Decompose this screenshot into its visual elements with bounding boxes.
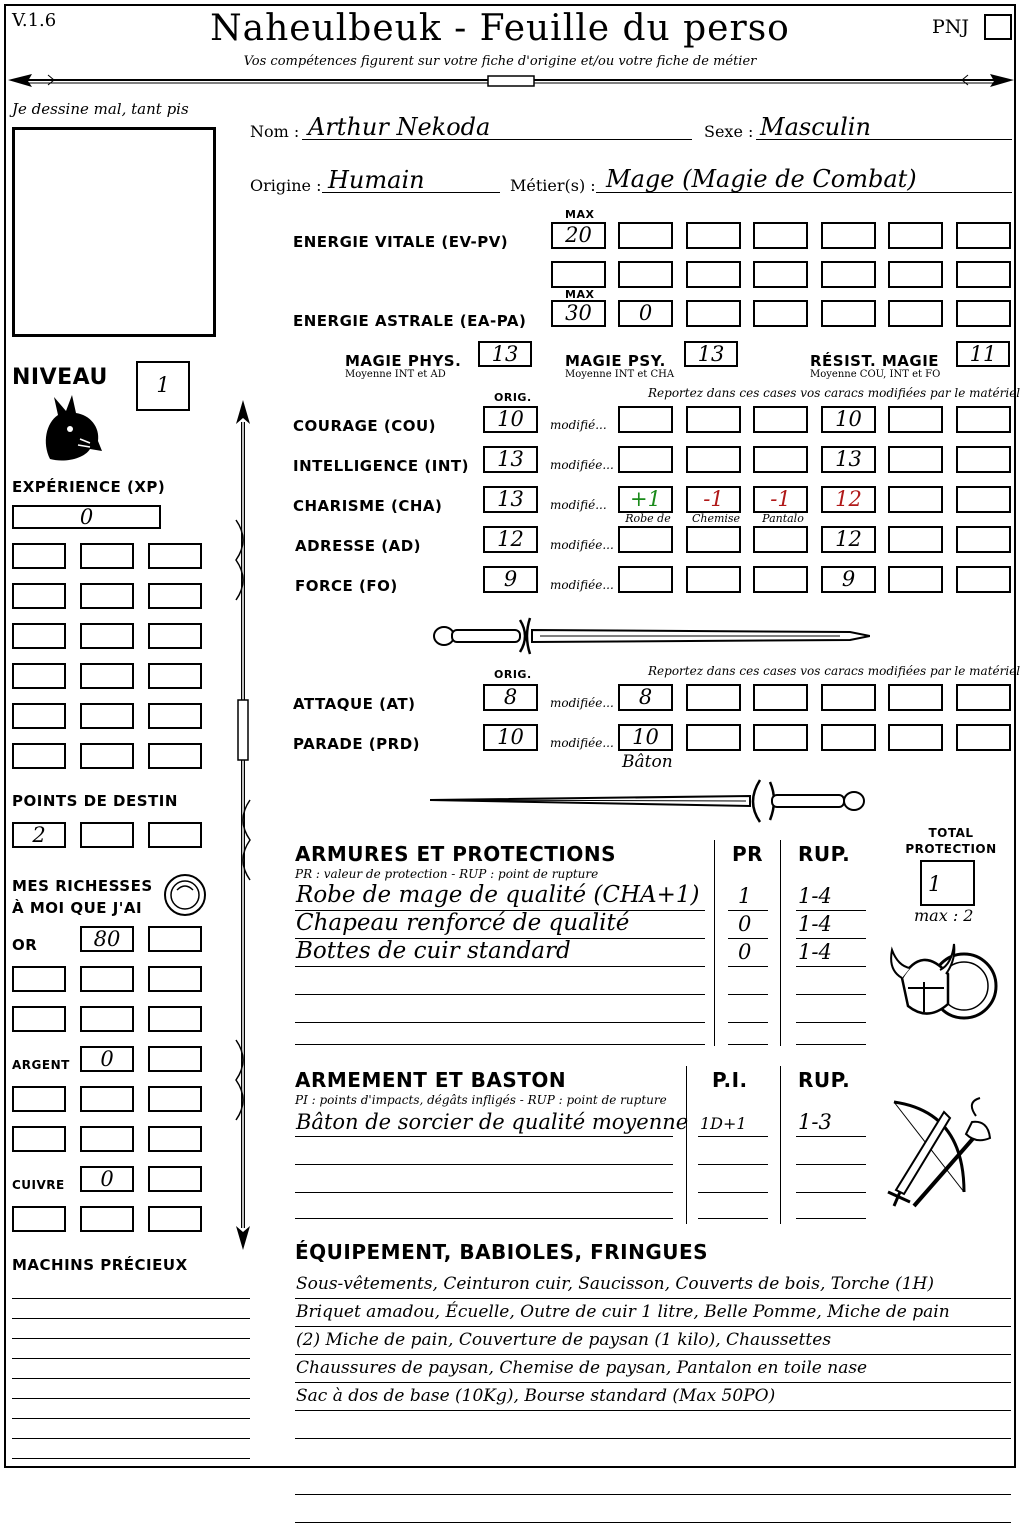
parade-mod-note: Bâton [622, 752, 673, 772]
armor-pr-line [728, 910, 768, 911]
total-protection-box[interactable]: 1 [920, 860, 975, 906]
equipment-item[interactable]: Sous-vêtements, Ceinturon cuir, Saucisson, Couverts de bois, Torche (1H) [296, 1274, 934, 1294]
force-mod-cell-6[interactable] [956, 566, 1011, 593]
ea-cell-1-value: 30 [565, 301, 592, 325]
wealth-cell-4-2[interactable] [80, 1046, 134, 1072]
ev-cell-1[interactable] [551, 222, 606, 249]
page-title: Naheulbeuk - Feuille du perso [210, 8, 790, 49]
equipment-line [295, 1354, 1011, 1355]
force-label: FORCE (FO) [295, 577, 398, 595]
parade-modifie-label: modifiée... [550, 736, 614, 750]
wealth-cell-2-2[interactable] [80, 966, 134, 992]
force-mod-cell-5[interactable] [888, 566, 943, 593]
weapons-pi-label: P.I. [712, 1068, 748, 1092]
ev-cell-6[interactable] [888, 222, 943, 249]
ea-cell-1[interactable] [551, 300, 606, 327]
weapon-pi-line [698, 1192, 768, 1193]
intelligence-mod-cell-5[interactable] [888, 446, 943, 473]
force-mod-cell-3[interactable] [753, 566, 808, 593]
courage-mod-cell-2[interactable] [686, 406, 741, 433]
resist-magie-sub: Moyenne COU, INT et FO [810, 369, 941, 380]
precious-line[interactable] [12, 1438, 250, 1439]
parade-orig-box[interactable] [483, 724, 538, 751]
wealth-cell-5-1[interactable] [12, 1086, 66, 1112]
weapon-pi-line [698, 1136, 768, 1137]
parade-mod-cell-1-value: 10 [632, 725, 659, 749]
armor-item-pr[interactable]: 0 [738, 912, 752, 936]
armor-item-name[interactable]: Robe de mage de qualité (CHA+1) [296, 882, 700, 908]
charisme-orig-box-value: 13 [497, 487, 524, 511]
spear-divider-icon [8, 68, 1014, 92]
ev2-cell-4[interactable] [753, 261, 808, 288]
parade-orig-box-value: 10 [497, 725, 524, 749]
richesses-label-1: MES RICHESSES [12, 877, 153, 895]
equipment-line [295, 1326, 1011, 1327]
parade-mod-cell-6[interactable] [956, 724, 1011, 751]
courage-mod-cell-4-value: 10 [835, 407, 862, 431]
xp-cell-1-1[interactable] [12, 543, 66, 569]
niveau-box[interactable]: 1 [136, 361, 190, 411]
wealth-cell-4-2-value: 0 [100, 1047, 114, 1071]
charisme-mod-cell-1-value: +1 [630, 487, 661, 511]
equipment-title: ÉQUIPEMENT, BABIOLES, FRINGUES [295, 1240, 709, 1264]
charisme-mod-note-2: Chemise [691, 512, 741, 525]
adresse-modifie-label: modifiée... [550, 538, 614, 552]
weapon-pi-line [698, 1218, 768, 1219]
charisme-mod-cell-3-value: -1 [770, 487, 791, 511]
armor-item-pr[interactable]: 0 [738, 940, 752, 964]
armor-rup-line [796, 994, 866, 995]
argent-label: ARGENT [12, 1058, 70, 1072]
weapons-title: ARMEMENT ET BASTON [295, 1068, 567, 1092]
magie-phys-sub: Moyenne INT et AD [345, 369, 446, 380]
wealth-cell-8-1[interactable] [12, 1206, 66, 1232]
ev-max-label: MAX [565, 208, 595, 221]
force-mod-cell-1[interactable] [618, 566, 673, 593]
attaque-modifie-label: modifiée... [550, 696, 614, 710]
magie-psy-sub: Moyenne INT et CHA [565, 369, 675, 380]
charisme-mod-cell-4[interactable] [821, 486, 876, 513]
armor-rup-line [796, 910, 866, 911]
weapon-row-line [295, 1164, 673, 1165]
courage-mod-cell-4[interactable] [821, 406, 876, 433]
armor-title: ARMURES ET PROTECTIONS [295, 842, 616, 866]
or-label: OR [12, 936, 38, 954]
xp-cell-1-2[interactable] [80, 543, 134, 569]
armor-item-rup[interactable]: 1-4 [798, 884, 832, 908]
force-mod-cell-4[interactable] [821, 566, 876, 593]
wealth-cell-1-3[interactable] [148, 926, 202, 952]
metier-value[interactable]: Mage (Magie de Combat) [606, 165, 917, 193]
intelligence-orig-box-value: 13 [497, 447, 524, 471]
charisme-mod-cell-6[interactable] [956, 486, 1011, 513]
orig-label: ORIG. [494, 391, 532, 404]
magie-phys-label: MAGIE PHYS. [345, 352, 462, 370]
adresse-mod-cell-5[interactable] [888, 526, 943, 553]
report-note: Reportez dans ces cases vos caracs modifiées par le matériel [648, 386, 1021, 400]
armor-pr-line [728, 1022, 768, 1023]
xp-cell-5-3[interactable] [148, 703, 202, 729]
magie-psy-label: MAGIE PSY. [565, 352, 666, 370]
equipment-item[interactable]: (2) Miche de pain, Couverture de paysan (1 kilo), Chaussettes [296, 1330, 832, 1350]
ev-label: ENERGIE VITALE (EV-PV) [293, 233, 509, 251]
wealth-cell-3-2[interactable] [80, 1006, 134, 1032]
armor-item-name[interactable]: Chapeau renforcé de qualité [296, 910, 630, 936]
equipment-line [295, 1494, 1011, 1495]
wealth-cell-7-2-value: 0 [100, 1167, 114, 1191]
sexe-value[interactable]: Masculin [760, 113, 871, 141]
courage-mod-cell-5[interactable] [888, 406, 943, 433]
xp-label: EXPÉRIENCE (XP) [12, 478, 166, 496]
force-orig-box-value: 9 [503, 567, 518, 591]
weapon-row-line [295, 1136, 673, 1137]
ev-cell-5[interactable] [821, 222, 876, 249]
armor-pr-line [728, 994, 768, 995]
charisme-mod-cell-3[interactable] [753, 486, 808, 513]
dragon-icon [40, 393, 106, 465]
destin-box-1[interactable]: 2 [12, 822, 66, 848]
xp-cell-5-2[interactable] [80, 703, 134, 729]
ea-cell-2[interactable] [618, 300, 673, 327]
machins-precieux-label: MACHINS PRÉCIEUX [12, 1256, 188, 1274]
xp-cell-4-2[interactable] [80, 663, 134, 689]
xp-cell-2-3[interactable] [148, 583, 202, 609]
origine-value[interactable]: Humain [328, 166, 425, 194]
force-orig-box[interactable] [483, 566, 538, 593]
ev-cell-7[interactable] [956, 222, 1011, 249]
armor-note: PR : valeur de protection - RUP : point de rupture [295, 867, 599, 881]
xp-cell-6-3[interactable] [148, 743, 202, 769]
weapon-item-name[interactable]: Bâton de sorcier de qualité moyenne [296, 1110, 689, 1134]
ev-cell-2[interactable] [618, 222, 673, 249]
armor-pr-line [728, 1044, 768, 1045]
attaque-mod-cell-1-value: 8 [638, 685, 653, 709]
attaque-orig-box-value: 8 [503, 685, 518, 709]
destin-label: POINTS DE DESTIN [12, 792, 178, 810]
armor-row-line [295, 1044, 705, 1045]
parade-label: PARADE (PRD) [293, 735, 421, 753]
force-mod-cell-2[interactable] [686, 566, 741, 593]
precious-line[interactable] [12, 1358, 250, 1359]
weapons-note: PI : points d'impacts, dégâts infligés - RUP : point de rupture [295, 1093, 667, 1107]
armor-pr-line [728, 938, 768, 939]
courage-mod-cell-6[interactable] [956, 406, 1011, 433]
charisme-orig-box[interactable] [483, 486, 538, 513]
total-protection-label-1: TOTAL [928, 826, 974, 840]
weapon-rup-line [796, 1164, 866, 1165]
ea-cell-6[interactable] [888, 300, 943, 327]
ev2-cell-5[interactable] [821, 261, 876, 288]
wealth-cell-2-3[interactable] [148, 966, 202, 992]
equipment-line [295, 1466, 1011, 1467]
page-subtitle: Vos compétences figurent sur votre fiche d'origine et/ou votre fiche de métier [243, 54, 757, 69]
wealth-cell-3-1[interactable] [12, 1006, 66, 1032]
wealth-cell-2-1[interactable] [12, 966, 66, 992]
precious-line[interactable] [12, 1398, 250, 1399]
ea-max-label: MAX [565, 288, 595, 301]
armor-rup-line [796, 966, 866, 967]
adresse-mod-cell-3[interactable] [753, 526, 808, 553]
equipment-line [295, 1298, 1011, 1299]
armor-item-rup[interactable]: 1-4 [798, 940, 832, 964]
destin-box-2[interactable] [80, 822, 134, 848]
ea-cell-2-value: 0 [638, 301, 653, 325]
ev2-cell-3[interactable] [686, 261, 741, 288]
intelligence-orig-box[interactable] [483, 446, 538, 473]
wealth-cell-6-2[interactable] [80, 1126, 134, 1152]
wealth-cell-6-3[interactable] [148, 1126, 202, 1152]
nom-label: Nom : [250, 122, 300, 141]
sword-icon-2 [430, 776, 870, 826]
attaque-mod-cell-4[interactable] [821, 684, 876, 711]
xp-box[interactable]: 0 [12, 505, 161, 529]
adresse-orig-box[interactable] [483, 526, 538, 553]
attaque-label: ATTAQUE (AT) [293, 695, 416, 713]
attaque-orig-box[interactable] [483, 684, 538, 711]
force-modifie-label: modifiée... [550, 578, 614, 592]
equipment-line [295, 1410, 1011, 1411]
total-protection-max: max : 2 [914, 906, 974, 925]
xp-cell-1-3[interactable] [148, 543, 202, 569]
weapons-rup-label: RUP. [798, 1068, 851, 1092]
weapon-pi-line [698, 1164, 768, 1165]
precious-line[interactable] [12, 1458, 250, 1459]
nom-value[interactable]: Arthur Nekoda [308, 113, 491, 141]
charisme-mod-cell-5[interactable] [888, 486, 943, 513]
armor-row-line [295, 1022, 705, 1023]
combat-report-note: Reportez dans ces cases vos caracs modifiées par le matériel [648, 664, 1021, 678]
armor-pr-line [728, 966, 768, 967]
armor-row-line [295, 966, 705, 967]
cuivre-label: CUIVRE [12, 1178, 65, 1192]
equipment-line [295, 1438, 1011, 1439]
ev-cell-3[interactable] [686, 222, 741, 249]
precious-line[interactable] [12, 1338, 250, 1339]
wealth-cell-5-2[interactable] [80, 1086, 134, 1112]
precious-line[interactable] [12, 1418, 250, 1419]
courage-modifie-label: modifié... [550, 418, 607, 432]
courage-orig-box-value: 10 [497, 407, 524, 431]
ev2-cell-7[interactable] [956, 261, 1011, 288]
armor-rup-line [796, 938, 866, 939]
total-protection-label-2: PROTECTION [905, 842, 997, 856]
intelligence-mod-cell-4[interactable] [821, 446, 876, 473]
intelligence-mod-cell-2[interactable] [686, 446, 741, 473]
xp-cell-3-3[interactable] [148, 623, 202, 649]
weapon-rup-line [796, 1192, 866, 1193]
parade-mod-cell-1[interactable] [618, 724, 673, 751]
armor-pr-label: PR [732, 842, 764, 866]
precious-line[interactable] [12, 1378, 250, 1379]
weapon-rup-line [796, 1136, 866, 1137]
ea-cell-4[interactable] [753, 300, 808, 327]
parade-mod-cell-2[interactable] [686, 724, 741, 751]
wealth-cell-7-2[interactable] [80, 1166, 134, 1192]
charisme-label: CHARISME (CHA) [293, 497, 443, 515]
equipment-line [295, 1382, 1011, 1383]
adresse-mod-cell-6[interactable] [956, 526, 1011, 553]
precious-line[interactable] [12, 1298, 250, 1299]
wealth-cell-1-2-value: 80 [93, 927, 121, 951]
intelligence-mod-cell-3[interactable] [753, 446, 808, 473]
courage-mod-cell-3[interactable] [753, 406, 808, 433]
armor-row-line [295, 994, 705, 995]
ev-cell-1-value: 20 [565, 223, 592, 247]
richesses-label-2: À MOI QUE J'AI [12, 899, 143, 917]
weapon-item-pi[interactable]: 1D+1 [700, 1114, 747, 1133]
parade-mod-cell-5[interactable] [888, 724, 943, 751]
wealth-cell-8-2[interactable] [80, 1206, 134, 1232]
attaque-mod-cell-5[interactable] [888, 684, 943, 711]
xp-cell-2-2[interactable] [80, 583, 134, 609]
version-label: V.1.6 [12, 10, 57, 31]
destin-box-3[interactable] [148, 822, 202, 848]
ev2-cell-2[interactable] [618, 261, 673, 288]
pnj-label: PNJ [932, 16, 970, 38]
resist-magie-label: RÉSIST. MAGIE [810, 352, 940, 370]
intelligence-label: INTELLIGENCE (INT) [293, 457, 469, 475]
spear-vertical-icon [228, 400, 258, 1250]
armor-rup-line [796, 1022, 866, 1023]
wealth-cell-7-3[interactable] [148, 1166, 202, 1192]
sexe-label: Sexe : [704, 122, 754, 141]
wealth-cell-8-3[interactable] [148, 1206, 202, 1232]
equipment-item[interactable]: Briquet amadou, Écuelle, Outre de cuir 1 litre, Belle Pomme, Miche de pain [296, 1302, 950, 1322]
weapon-row-line [295, 1192, 673, 1193]
armor-rup-line [796, 1044, 866, 1045]
combat-orig-label: ORIG. [494, 668, 532, 681]
ev2-cell-1[interactable] [551, 261, 606, 288]
helmet-shield-icon [888, 930, 998, 1030]
charisme-mod-note-3: Pantalo [762, 512, 804, 525]
intelligence-mod-cell-1[interactable] [618, 446, 673, 473]
weapon-rup-line [796, 1218, 866, 1219]
armor-item-rup[interactable]: 1-4 [798, 912, 832, 936]
precious-line[interactable] [12, 1318, 250, 1319]
metier-label: Métier(s) : [510, 176, 596, 195]
adresse-orig-box-value: 12 [497, 527, 524, 551]
charisme-mod-cell-1[interactable] [618, 486, 673, 513]
courage-mod-cell-1[interactable] [618, 406, 673, 433]
magie-phys-box[interactable]: 13 [478, 341, 532, 367]
xp-cell-2-1[interactable] [12, 583, 66, 609]
xp-cell-3-2[interactable] [80, 623, 134, 649]
courage-orig-box[interactable] [483, 406, 538, 433]
ev2-cell-6[interactable] [888, 261, 943, 288]
courage-label: COURAGE (COU) [293, 417, 437, 435]
xp-cell-6-1[interactable] [12, 743, 66, 769]
coin-icon [162, 872, 208, 918]
charisme-mod-cell-4-value: 12 [835, 487, 862, 511]
attaque-mod-cell-3[interactable] [753, 684, 808, 711]
portrait-box[interactable] [12, 127, 216, 337]
wealth-cell-5-3[interactable] [148, 1086, 202, 1112]
attaque-mod-cell-1[interactable] [618, 684, 673, 711]
adresse-mod-cell-4-value: 12 [835, 527, 862, 551]
xp-cell-5-1[interactable] [12, 703, 66, 729]
charisme-modifie-label: modifié... [550, 498, 607, 512]
adresse-mod-cell-4[interactable] [821, 526, 876, 553]
force-mod-cell-4-value: 9 [841, 567, 856, 591]
adresse-mod-cell-2[interactable] [686, 526, 741, 553]
wealth-cell-1-2[interactable] [80, 926, 134, 952]
ev-cell-4[interactable] [753, 222, 808, 249]
ea-cell-3[interactable] [686, 300, 741, 327]
armor-item-pr[interactable]: 1 [738, 884, 752, 908]
ea-label: ENERGIE ASTRALE (EA-PA) [293, 312, 527, 330]
xp-cell-4-1[interactable] [12, 663, 66, 689]
magie-psy-box[interactable]: 13 [684, 341, 738, 367]
ea-cell-7[interactable] [956, 300, 1011, 327]
intelligence-mod-cell-6[interactable] [956, 446, 1011, 473]
equipment-item[interactable]: Chaussures de paysan, Chemise de paysan, Pantalon en toile nase [296, 1358, 868, 1378]
niveau-label: NIVEAU [12, 365, 108, 390]
parade-mod-cell-4[interactable] [821, 724, 876, 751]
charisme-mod-cell-2[interactable] [686, 486, 741, 513]
portrait-caption: Je dessine mal, tant pis [12, 100, 189, 118]
resist-magie-box[interactable]: 11 [956, 341, 1010, 367]
adresse-mod-cell-1[interactable] [618, 526, 673, 553]
equipment-item[interactable]: Sac à dos de base (10Kg), Bourse standard (Max 50PO) [296, 1386, 776, 1406]
weapon-item-rup[interactable]: 1-3 [798, 1110, 832, 1134]
wealth-cell-4-3[interactable] [148, 1046, 202, 1072]
ea-cell-5[interactable] [821, 300, 876, 327]
attaque-mod-cell-2[interactable] [686, 684, 741, 711]
charisme-mod-cell-2-value: -1 [703, 487, 724, 511]
intelligence-modifie-label: modifiée... [550, 458, 614, 472]
sword-icon [430, 612, 870, 660]
wealth-cell-3-3[interactable] [148, 1006, 202, 1032]
intelligence-mod-cell-4-value: 13 [835, 447, 862, 471]
xp-cell-4-3[interactable] [148, 663, 202, 689]
pnj-checkbox[interactable] [984, 14, 1012, 40]
charisme-mod-note-1: Robe de [625, 512, 671, 525]
xp-cell-6-2[interactable] [80, 743, 134, 769]
weapons-icon [884, 1096, 994, 1214]
armor-item-name[interactable]: Bottes de cuir standard [296, 938, 571, 964]
wealth-cell-6-1[interactable] [12, 1126, 66, 1152]
weapon-row-line [295, 1218, 673, 1219]
origine-label: Origine : [250, 176, 322, 195]
xp-cell-3-1[interactable] [12, 623, 66, 649]
adresse-label: ADRESSE (AD) [295, 537, 422, 555]
attaque-mod-cell-6[interactable] [956, 684, 1011, 711]
parade-mod-cell-3[interactable] [753, 724, 808, 751]
armor-rup-label: RUP. [798, 842, 851, 866]
